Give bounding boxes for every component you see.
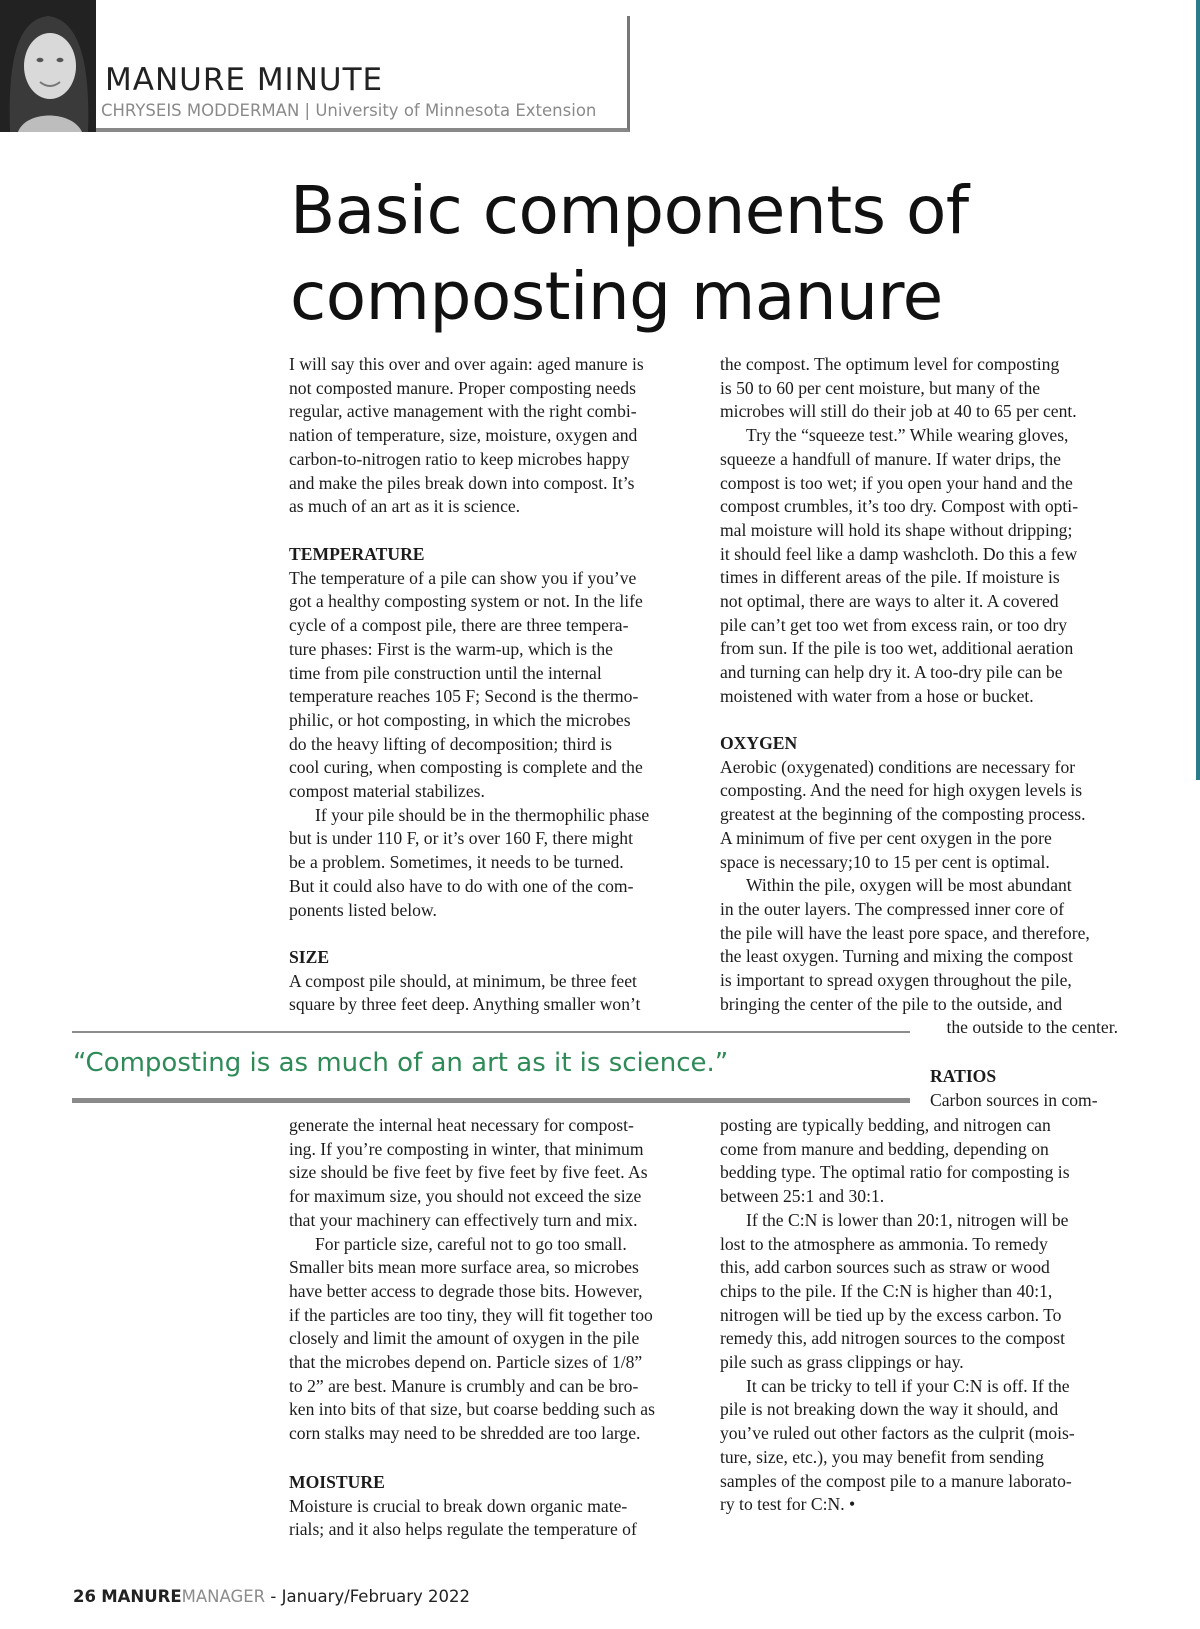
body-line: Try the “squeeze test.” While wearing gloves,: [746, 425, 1069, 446]
body-line: to 2” are best. Manure is crumbly and can be bro-: [289, 1375, 639, 1396]
body-line: times in different areas of the pile. If moisture is: [720, 567, 1060, 588]
article-title-line-2: composting manure: [290, 258, 943, 335]
body-line: pile such as grass clippings or hay.: [720, 1352, 964, 1372]
body-line: nitrogen will be tied up by the excess carbon. To: [720, 1304, 1062, 1325]
page-number: 26: [73, 1587, 96, 1606]
body-line: greatest at the beginning of the composting process.: [720, 804, 1086, 825]
body-line: cycle of a compost pile, there are three tempera-: [289, 615, 629, 636]
body-line: regular, active management with the right combi-: [289, 401, 637, 422]
body-line: philic, or hot composting, in which the microbes: [289, 709, 631, 730]
body-line: composting. And the need for high oxygen levels is: [720, 780, 1083, 801]
body-line: ture, size, etc.), you may benefit from sending: [720, 1446, 1044, 1467]
column-name: MANURE MINUTE: [105, 62, 384, 98]
body-line: temperature reaches 105 F; Second is the thermo-: [289, 686, 639, 707]
body-line: lost to the atmosphere as ammonia. To remedy: [720, 1233, 1048, 1254]
body-line: Moisture is crucial to break down organic mate-: [289, 1495, 628, 1516]
article-title-line-1: Basic components of: [290, 172, 969, 249]
body-line: the compost. The optimum level for composting: [720, 354, 1060, 374]
author-portrait: [0, 0, 96, 132]
body-line: the outside to the center.: [946, 1017, 1118, 1038]
body-line: ken into bits of that size, but coarse bedding such as: [289, 1399, 655, 1420]
body-line: is important to spread oxygen throughout the pile,: [720, 970, 1072, 990]
body-line: not composted manure. Proper composting needs: [289, 377, 636, 398]
body-line: corn stalks may need to be shredded are too large.: [289, 1423, 641, 1444]
body-line: mal moisture will hold its shape without dripping;: [720, 519, 1073, 540]
body-line: do the heavy lifting of decomposition; third is: [289, 733, 612, 754]
body-line: that the microbes depend on. Particle sizes of 1/8”: [289, 1352, 643, 1372]
body-line: for maximum size, you should not exceed the size: [289, 1186, 642, 1207]
body-line: come from manure and bedding, depending on: [720, 1138, 1049, 1159]
body-line: compost is too wet; if you open your hand and the: [720, 472, 1073, 493]
body-line: not optimal, there are ways to alter it. A covered: [720, 591, 1059, 611]
body-line: it should feel like a damp washcloth. Do this a few: [720, 543, 1078, 564]
author-photo: [0, 0, 96, 132]
pull-quote: “Composting is as much of an art as it is science.”: [73, 1048, 729, 1078]
body-line: pile can’t get too wet from excess rain, or too dry: [720, 614, 1068, 635]
body-line: have better access to degrade those bits. However,: [289, 1280, 643, 1301]
body-line: chips to the pile. If the C:N is higher than 40:1,: [720, 1280, 1053, 1301]
body-line: But it could also have to do with one of the com-: [289, 875, 634, 896]
body-line: got a healthy composting system or not. In the life: [289, 591, 643, 612]
section-heading: RATIOS: [930, 1066, 997, 1086]
body-line: The temperature of a pile can show you if you’ve: [289, 567, 637, 588]
body-line: I will say this over and over again: aged manure is: [289, 354, 644, 374]
body-line: you’ve ruled out other factors as the culprit (mois-: [720, 1423, 1075, 1444]
body-line: If your pile should be in the thermophilic phase: [315, 804, 650, 825]
body-line: microbes will still do their job at 40 to 65 per cent.: [720, 401, 1077, 422]
body-line: rials; and it also helps regulate the temperature of: [289, 1519, 637, 1540]
section-heading: TEMPERATURE: [289, 544, 425, 564]
body-line: is 50 to 60 per cent moisture, but many of the: [720, 377, 1041, 398]
body-line: between 25:1 and 30:1.: [720, 1186, 885, 1207]
body-line: If the C:N is lower than 20:1, nitrogen will be: [746, 1209, 1069, 1230]
article-title: [290, 168, 1150, 340]
body-line: A minimum of five per cent oxygen in the pore: [720, 827, 1052, 848]
body-line: square by three feet deep. Anything smaller won’t: [289, 994, 641, 1015]
body-line: and make the piles break down into compost. It’s: [289, 472, 635, 493]
body-line: and turning can help dry it. A too-dry pile can be: [720, 662, 1063, 683]
body-line: from sun. If the pile is too wet, additional aeration: [720, 638, 1074, 659]
magazine-name-part-1: MANURE: [101, 1587, 182, 1606]
body-line: bringing the center of the pile to the outside, and: [720, 993, 1063, 1014]
body-line: Carbon sources in com-: [930, 1089, 1098, 1110]
body-line: squeeze a handfull of manure. If water drips, the: [720, 448, 1061, 469]
body-line: this, add carbon sources such as straw or wood: [720, 1257, 1050, 1278]
body-line: generate the internal heat necessary for compost-: [289, 1115, 634, 1135]
pull-quote-rule-bottom: [72, 1098, 910, 1103]
body-line: remedy this, add nitrogen sources to the compost: [720, 1328, 1065, 1349]
body-line: the pile will have the least pore space, and therefore,: [720, 922, 1090, 943]
body-line: It can be tricky to tell if your C:N is off. If the: [746, 1375, 1070, 1396]
body-line: bedding type. The optimal ratio for composting is: [720, 1162, 1070, 1183]
body-line: be a problem. Sometimes, it needs to be turned.: [289, 852, 624, 873]
body-line: cool curing, when composting is complete and the: [289, 757, 643, 778]
body-line: Within the pile, oxygen will be most abundant: [746, 875, 1072, 896]
body-line: compost crumbles, it’s too dry. Compost with opti-: [720, 496, 1079, 517]
body-line: posting are typically bedding, and nitrogen can: [720, 1115, 1051, 1135]
body-line: pile is not breaking down the way it should, and: [720, 1399, 1059, 1420]
section-heading: SIZE: [289, 947, 330, 967]
body-line: samples of the compost pile to a manure laborato-: [720, 1470, 1072, 1491]
body-line: nation of temperature, size, moisture, oxygen and: [289, 425, 638, 446]
body-line: as much of an art as it is science.: [289, 496, 521, 517]
page-footer: [73, 1587, 470, 1606]
body-line: carbon-to-nitrogen ratio to keep microbes happy: [289, 448, 630, 469]
issue-date: - January/February 2022: [270, 1587, 471, 1606]
body-line: compost material stabilizes.: [289, 781, 485, 801]
body-line: space is necessary;10 to 15 per cent is optimal.: [720, 851, 1050, 872]
body-line: ponents listed below.: [289, 899, 437, 920]
body-line: time from pile construction until the internal: [289, 662, 602, 683]
body-line: Aerobic (oxygenated) conditions are necessary for: [720, 756, 1076, 777]
body-line: moistened with water from a hose or bucket.: [720, 685, 1034, 706]
body-line: ture phases: First is the warm-up, which is the: [289, 638, 613, 659]
body-line: ry to test for C:N. •: [720, 1494, 856, 1515]
body-line: size should be five feet by five feet by five feet. As: [289, 1162, 648, 1183]
body-line: the least oxygen. Turning and mixing the compost: [720, 946, 1073, 967]
pull-quote-rule-top: [72, 1031, 910, 1033]
body-line: closely and limit the amount of oxygen in the pile: [289, 1328, 640, 1349]
body-line: but is under 110 F, or it’s over 160 F, there might: [289, 828, 633, 849]
body-line: A compost pile should, at minimum, be three feet: [289, 970, 637, 991]
body-line: that your machinery can effectively turn and mix.: [289, 1209, 638, 1230]
body-line: if the particles are too tiny, they will fit together too: [289, 1304, 653, 1325]
section-heading: OXYGEN: [720, 733, 798, 753]
body-line: For particle size, careful not to go too small.: [315, 1233, 627, 1254]
body-line: in the outer layers. The compressed inner core of: [720, 898, 1065, 919]
section-heading: MOISTURE: [289, 1472, 385, 1492]
page-edge-strip: [1196, 0, 1200, 780]
author-byline: CHRYSEIS MODDERMAN | University of Minnesota Extension: [101, 101, 597, 120]
body-line: Smaller bits mean more surface area, so microbes: [289, 1257, 639, 1278]
body-line: ing. If you’re composting in winter, that minimum: [289, 1138, 644, 1159]
magazine-name-part-2: MANAGER: [181, 1587, 266, 1606]
